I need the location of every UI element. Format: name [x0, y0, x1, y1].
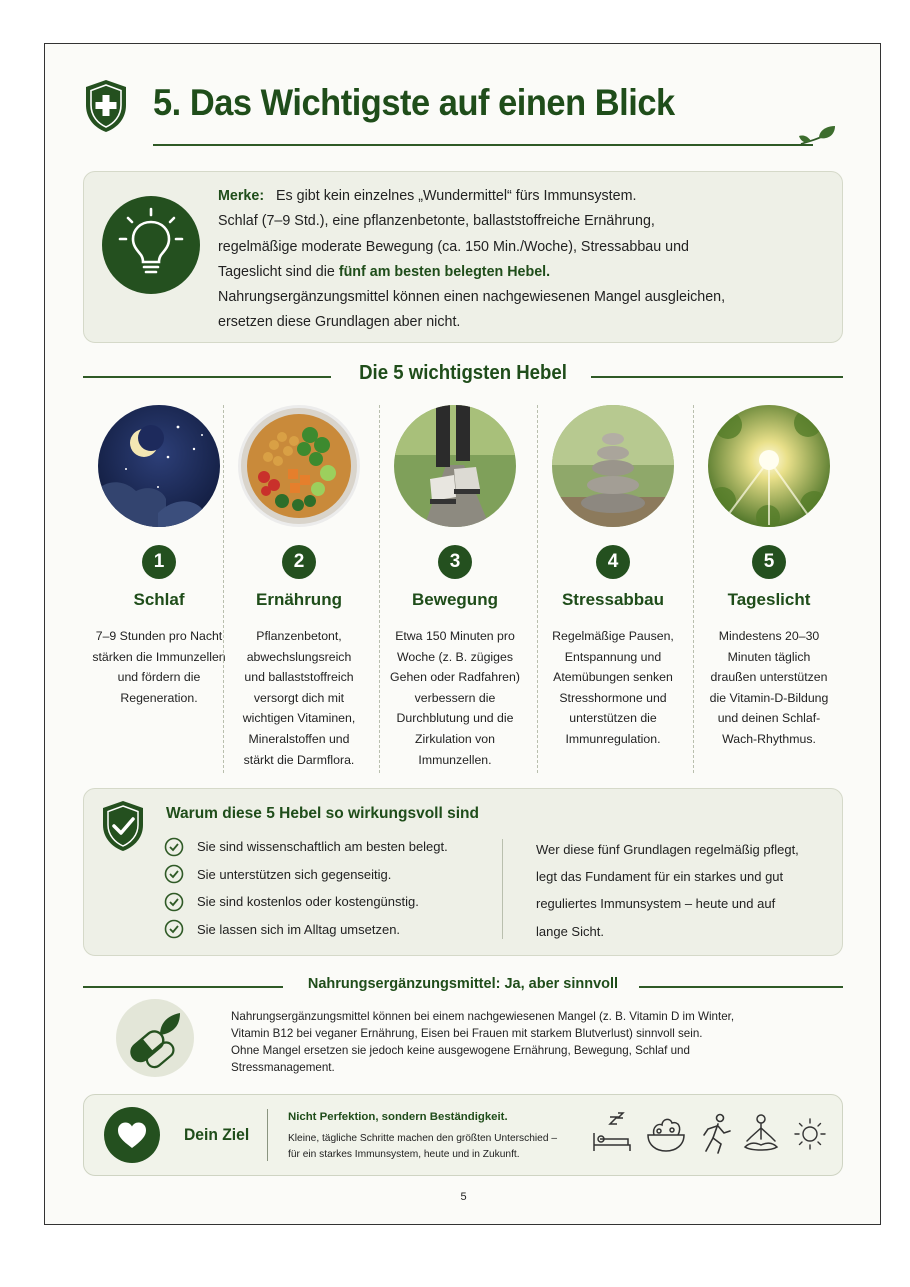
merke-line: ersetzen diese Grundlagen aber nicht.: [218, 314, 461, 331]
capsule-leaf-icon: [116, 999, 194, 1077]
warum-title: Warum diese 5 Hebel so wirkungsvoll sind: [166, 805, 479, 822]
night-moon-image: [98, 405, 220, 527]
list-item: Sie unterstützen sich gegenseitig.: [164, 861, 494, 889]
lever-title: Ernährung: [256, 590, 342, 609]
lever-description: Mindestens 20–30 Minuten täglich draußen unterstützen die Vitamin-D-Bildung und deinen Schlaf- Wach-Rhythmus.: [709, 629, 829, 746]
lever-title: Stressabbau: [561, 590, 665, 609]
ziel-subtitle: Nicht Perfektion, sondern Beständigkeit.: [288, 1111, 508, 1123]
check-circle-icon: [164, 837, 184, 857]
lever-bewegung: [379, 405, 531, 775]
food-bowl-icon: [644, 1111, 688, 1157]
ziel-label: Dein Ziel: [184, 1125, 250, 1144]
page: [44, 43, 881, 1225]
list-item: Sie sind wissenschaftlich am besten belegt.: [164, 833, 494, 861]
title-underline: [153, 144, 813, 146]
nem-heading-text: Nahrungsergänzungsmittel: Ja, aber sinnvoll: [307, 976, 619, 992]
lever-number: 5: [752, 545, 786, 579]
merke-highlight: fünf am besten belegten Hebel.: [338, 263, 551, 280]
merke-line: regelmäßige moderate Bewegung (ca. 150 Min./Woche), Stressabbau und: [218, 238, 690, 255]
page-number: 5: [460, 1191, 467, 1203]
merke-box: [83, 171, 843, 343]
list-item: Sie sind kostenlos oder kostengünstig.: [164, 888, 494, 916]
check-circle-icon: [164, 864, 184, 884]
lever-tageslicht: [693, 405, 845, 775]
leaf-icon: [799, 124, 839, 150]
shield-cross-icon: [83, 78, 129, 134]
ziel-divider: [267, 1109, 268, 1161]
lever-stressabbau: [537, 405, 689, 775]
lever-number: 3: [438, 545, 472, 579]
list-item: Sie lassen sich im Alltag umsetzen.: [164, 916, 494, 944]
lever-ernaehrung: [223, 405, 375, 775]
heart-icon: [104, 1107, 160, 1163]
lever-description: Pflanzenbetont, abwechslungsreich und ballaststoffreich versorgt dich mit wichtigen Vitaminen, Mineralstoffen und stärkt die Darmflora.: [242, 629, 356, 767]
levers-heading-text: Die 5 wichtigsten Hebel: [359, 362, 567, 384]
merke-text: [218, 184, 828, 336]
merke-line: Es gibt kein einzelnes „Wundermittel“ fürs Immunsystem.: [276, 188, 637, 204]
ziel-box: [83, 1094, 843, 1176]
lever-number: 1: [142, 545, 176, 579]
shield-check-icon: [100, 799, 146, 853]
walking-image: [394, 405, 516, 527]
lever-schlaf: [83, 405, 235, 775]
lever-title: Schlaf: [133, 590, 185, 609]
lever-number: 2: [282, 545, 316, 579]
meditation-icon: [739, 1111, 783, 1157]
lever-number: 4: [596, 545, 630, 579]
stacked-stones-image: [552, 405, 674, 527]
sunlight-trees-image: [708, 405, 830, 527]
merke-line: Schlaf (7–9 Std.), eine pflanzenbetonte, ballaststoffreiche Ernährung,: [218, 213, 655, 230]
lightbulb-icon: [102, 196, 200, 294]
levers-heading: [83, 364, 843, 388]
page-title: 5. Das Wichtigste auf einen Blick: [153, 82, 675, 123]
warum-conclusion: Wer diese fünf Grundlagen regelmäßig pflegt, legt das Fundament für ein starkes und gut reguliertes Immunsystem – heute und auf lange Sicht.: [536, 842, 799, 939]
nem-heading: [83, 974, 843, 998]
warum-divider: [502, 839, 503, 939]
levers-grid: [83, 405, 843, 775]
lever-description: Regelmäßige Pausen, Entspannung und Atemübungen senken Stresshormone und unterstützen die Immunregulation.: [552, 629, 674, 746]
lever-description: 7–9 Stunden pro Nacht stärken die Immunzellen und fördern die Regeneration.: [92, 629, 226, 705]
warum-list: [164, 833, 494, 943]
merke-label: Merke:: [218, 188, 265, 204]
sleep-icon: [590, 1111, 634, 1157]
sun-icon: [788, 1111, 832, 1157]
salad-bowl-image: [238, 405, 360, 527]
merke-line: Nahrungsergänzungsmittel können einen nachgewiesenen Mangel ausgleichen,: [218, 289, 726, 306]
running-icon: [694, 1111, 738, 1157]
merke-line: Tageslicht sind die: [218, 263, 339, 280]
lever-title: Tageslicht: [727, 590, 811, 609]
nem-text: Nahrungsergänzungsmittel können bei einem nachgewiesenen Mangel (z. B. Vitamin D im Winter, Vitamin B12 bei veganer Ernährung, Eisen bei Frauen mit starkem Blutverlust) sinnvoll sein. Ohne Mangel ersetzen sie jedoch keine ausgewogene Ernährung, Bewegung, Schlaf und Stressmanagement.: [231, 1010, 735, 1074]
lever-title: Bewegung: [412, 590, 498, 609]
warum-box: [83, 788, 843, 956]
check-circle-icon: [164, 919, 184, 939]
check-circle-icon: [164, 892, 184, 912]
ziel-text: Kleine, tägliche Schritte machen den größten Unterschied – für ein starkes Immunsystem, heute und in Zukunft.: [288, 1133, 557, 1160]
lever-description: Etwa 150 Minuten pro Woche (z. B. zügiges Gehen oder Radfahren) verbessern die Durchblutung und die Zirkulation von Immunzellen.: [390, 629, 520, 767]
